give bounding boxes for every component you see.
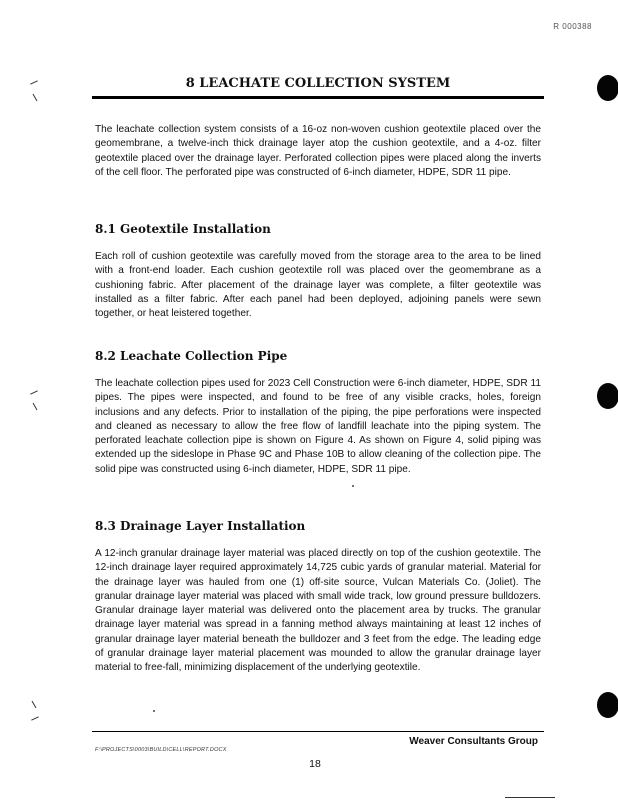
intro-paragraph: The leachate collection system consists of a 16-oz non-woven cushion geotextile placed over the geomembrane, a twelve-inch thick drainage layer atop the cushion geotextile, and a 4-oz. filter geotextile placed over the drainage layer. Perforated collection pipes were placed along the inverts of the cell floor. The perforated pipe was constructed of 6-inch diameter, HDPE, SDR 11 pipe. <box>95 124 541 178</box>
scan-mark <box>30 390 38 394</box>
paragraph-leachate-collection-pipe: The leachate collection pipes used for 2023 Cell Construction were 6-inch diameter, HDPE, SDR 11 pipes. The pipes were inspected, and found to be free of any visible cracks, holes, foreign inclusions and any defects. Prior to installation of the piping, the pipe perforations were inspected and cleaned as necessary to allow the free flow of landfill leachate into the piping system. The perforated leachate collection pipe is shown on Figure 4. As shown on Figure 4, solid piping was extended up the sideslope in Phase 9C and Phase 10B to allow cleaning of the collection pipe. The solid pipe was constructed using 6-inch diameter, HDPE, SDR 11 pipe. <box>95 378 541 475</box>
scan-speck <box>153 710 155 712</box>
scan-mark <box>32 701 37 708</box>
section-title: 8 LEACHATE COLLECTION SYSTEM <box>185 76 451 91</box>
heading-drainage-layer-installation: 8.3 Drainage Layer Installation <box>95 519 306 533</box>
scan-mark <box>31 716 39 720</box>
footer-rule <box>92 731 544 732</box>
scan-speck <box>352 485 354 487</box>
company-name: Weaver Consultants Group <box>409 736 538 747</box>
scan-mark <box>33 403 38 410</box>
file-path: F:\PROJECTS\0003\BUILD\CELL\REPORT.DOCX <box>95 747 227 753</box>
page-number: 18 <box>309 758 321 770</box>
scan-mark <box>33 94 38 101</box>
binder-hole-middle <box>597 383 618 409</box>
title-rule <box>92 96 544 99</box>
scan-mark <box>30 80 38 84</box>
binder-hole-top <box>597 75 618 101</box>
heading-geotextile-installation: 8.1 Geotextile Installation <box>95 222 271 236</box>
binder-hole-bottom <box>597 692 618 718</box>
paragraph-geotextile-installation: Each roll of cushion geotextile was carefully moved from the storage area to the area to be lined with a front-end loader. Each cushion geotextile roll was placed over the geomembrane as a cushioning fabric. After placement of the drainage layer was complete, a filter geotextile was installed as a filter fabric. After each panel had been deployed, adjoining panels were sewn together, or heat leistered together. <box>95 251 541 320</box>
corner-line <box>505 797 555 798</box>
heading-leachate-collection-pipe: 8.2 Leachate Collection Pipe <box>95 349 288 363</box>
paragraph-drainage-layer-installation: A 12-inch granular drainage layer material was placed directly on top of the cushion geotextile. The 12-inch drainage layer required approximately 14,725 cubic yards of granular material. Material for the drainage layer was hauled from one (1) off-site source, Vulcan Materials Co. (Joliet). The granular drainage layer material was placed with small wide track, low ground pressure bulldozers. Granular drainage layer material was delivered onto the placement area by trucks. The granular drainage layer material was spread in a fanning method always maintaining at least 12 inches of granular drainage layer material beneath the bulldozer and 3 feet from the edge. The leading edge of granular drainage layer material placement was mounded to allow the granular drainage layer material to free-fall, minimizing displacement of the underlying geotextile. <box>95 548 541 674</box>
bates-number: R 000388 <box>553 22 592 31</box>
